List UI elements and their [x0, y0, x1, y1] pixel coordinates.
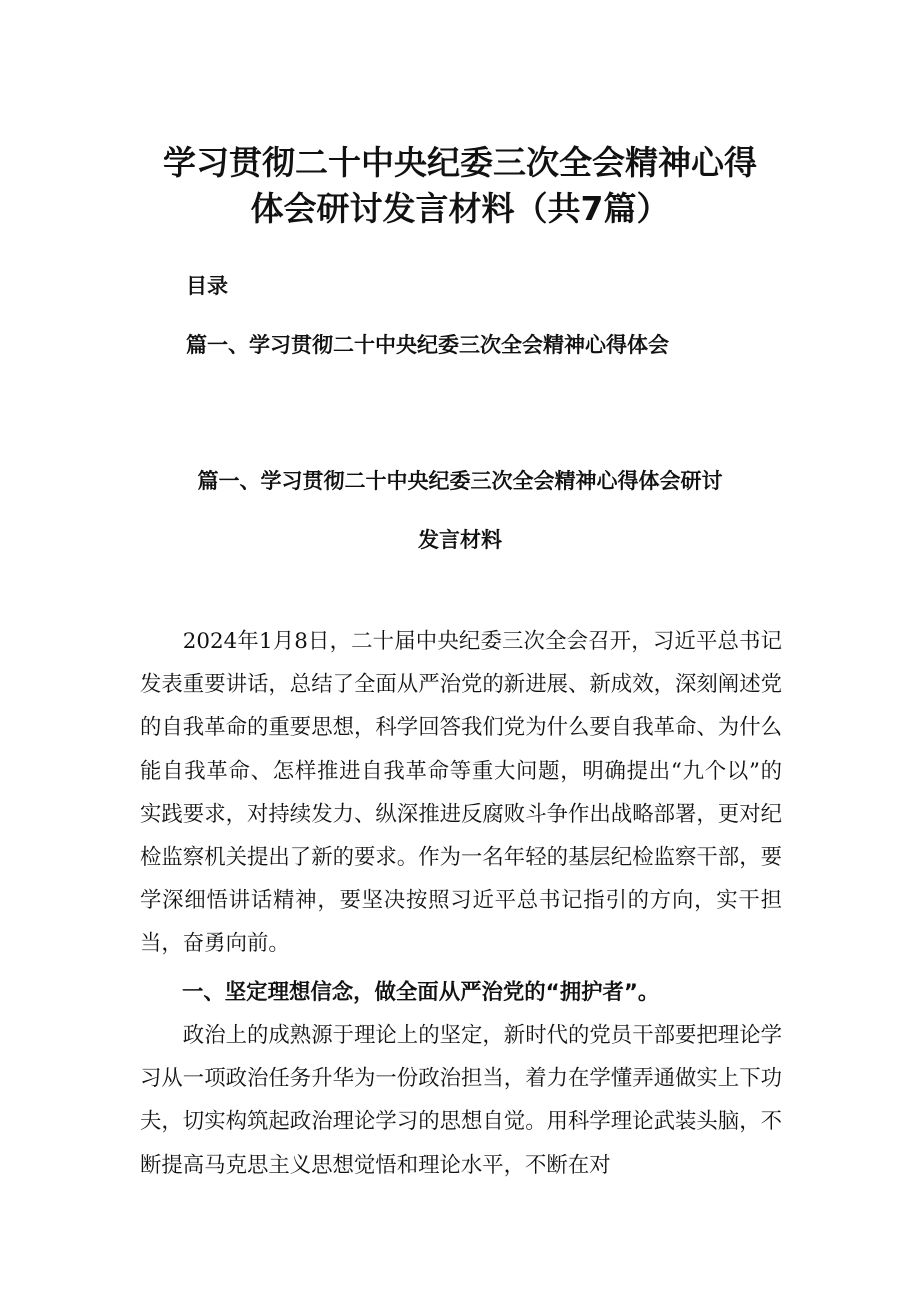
body-paragraph-1: 2024年1月8日，二十届中央纪委三次全会召开，习近平总书记发表重要讲话，总结了全面从严治党的新进展、新成效，深刻阐述党的自我革命的重要思想，科学回答我们党为什么要自我革命、为什么能自我革命、怎样推进自我革命等重大问题，明确提出“九个以”的实践要求，对持续发力、纵深推进反腐败斗争作出战略部署，更对纪检监察机关提出了新的要求。作为一名年轻的基层纪检监察干部，要学深细悟讲话精神，要坚决按照习近平总书记指引的方向，实干担当，奋勇向前。 [140, 629, 782, 957]
document-title-line-2: 体会研讨发言材料（共7篇） [250, 189, 670, 228]
section-title-line-1: 篇一、学习贯彻二十中央纪委三次全会精神心得体会研讨 [197, 469, 723, 493]
subheading-one: 一、坚定理想信念，做全面从严治党的“拥护者”。 [182, 980, 660, 1005]
toc-item: 篇一、学习贯彻二十中央纪委三次全会精神心得体会 [186, 333, 669, 357]
section-title-line-2: 发言材料 [418, 528, 502, 552]
toc-heading: 目录 [186, 274, 228, 298]
document-title-line-1: 学习贯彻二十中央纪委三次全会精神心得 [163, 143, 757, 182]
body-paragraph-2: 政治上的成熟源于理论上的坚定，新时代的党员干部要把理论学习从一项政治任务升华为一份政治担当，着力在学懂弄通做实上下功夫，切实构筑起政治理论学习的思想自觉。用科学理论武装头脑，不断提高马克思主义思想觉悟和理论水平，不断在对 [140, 1023, 782, 1178]
